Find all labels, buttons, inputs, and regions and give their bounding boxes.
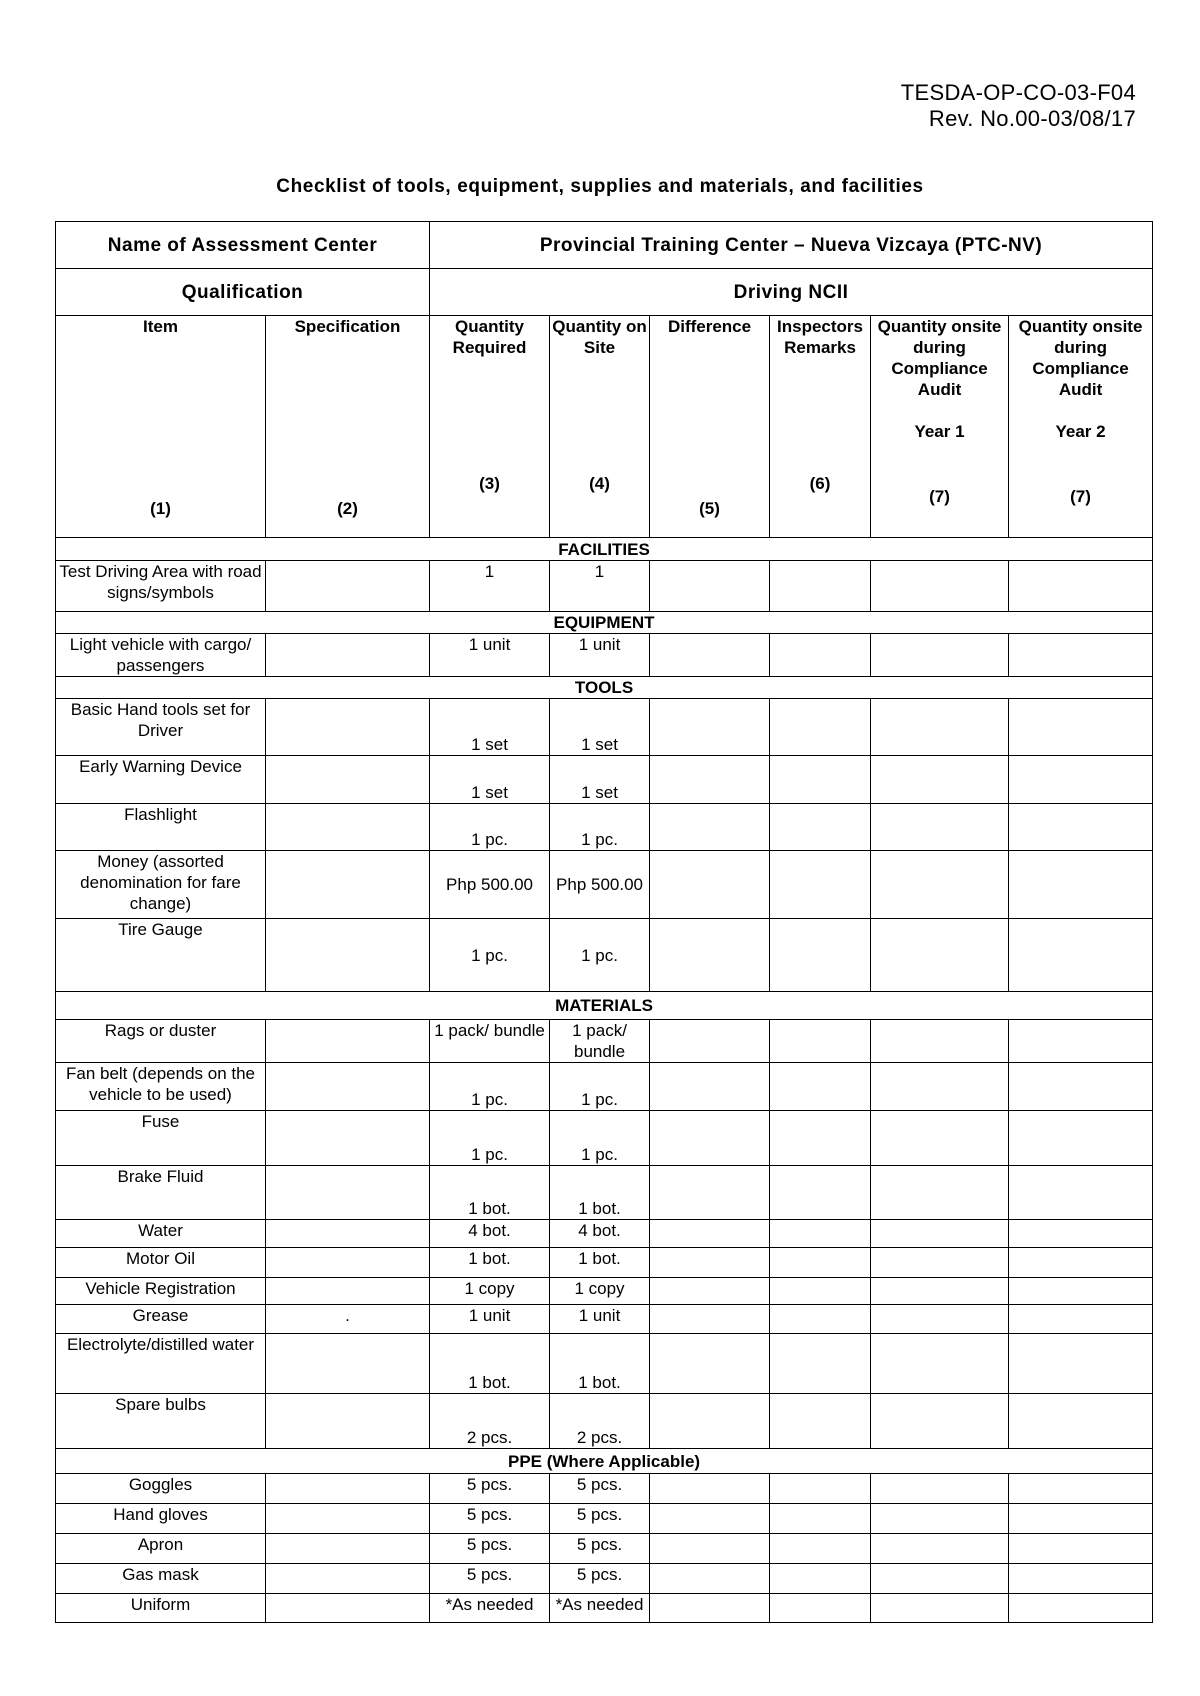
difference-cell xyxy=(650,1063,770,1111)
difference-cell xyxy=(650,1504,770,1534)
quantity-on-site-cell: 1 set xyxy=(550,756,650,804)
quantity-on-site-cell: *As needed xyxy=(550,1594,650,1623)
year2-cell xyxy=(1009,1334,1153,1394)
specification-cell xyxy=(266,1248,430,1278)
table-row xyxy=(56,1394,1153,1449)
quantity-required-cell: 5 pcs. xyxy=(430,1504,550,1534)
difference-cell xyxy=(650,1594,770,1623)
quantity-on-site-cell: 1 set xyxy=(550,699,650,756)
column-header-label: Quantity Required xyxy=(452,317,527,357)
item-cell: Goggles xyxy=(56,1474,266,1504)
table-row xyxy=(56,804,1153,851)
document-title: Checklist of tools, equipment, supplies and materials, and facilities xyxy=(276,176,924,197)
specification-cell xyxy=(266,699,430,756)
quantity-on-site-cell: 1 pc. xyxy=(550,804,650,851)
quantity-on-site-cell: 1 pc. xyxy=(550,1063,650,1111)
column-number: (4) xyxy=(589,474,610,493)
inspectors-remarks-cell xyxy=(770,1504,871,1534)
year2-cell xyxy=(1009,1534,1153,1564)
quantity-on-site-cell: 1 unit xyxy=(550,1305,650,1334)
difference-cell xyxy=(650,634,770,677)
difference-cell xyxy=(650,1220,770,1248)
specification-cell xyxy=(266,1334,430,1394)
table-row xyxy=(56,1594,1153,1623)
quantity-on-site-cell: 4 bot. xyxy=(550,1220,650,1248)
year1-cell xyxy=(871,1394,1009,1449)
specification-cell xyxy=(266,1394,430,1449)
year1-cell xyxy=(871,1166,1009,1220)
inspectors-remarks-cell xyxy=(770,1220,871,1248)
difference-cell xyxy=(650,1166,770,1220)
quantity-required-cell: 1 unit xyxy=(430,634,550,677)
quantity-on-site-cell: 1 unit xyxy=(550,634,650,677)
item-cell: Apron xyxy=(56,1534,266,1564)
quantity-on-site-cell: 5 pcs. xyxy=(550,1534,650,1564)
specification-cell xyxy=(266,1020,430,1063)
inspectors-remarks-cell xyxy=(770,561,871,612)
specification-cell xyxy=(266,1564,430,1594)
specification-cell xyxy=(266,634,430,677)
column-header xyxy=(550,316,650,538)
column-header xyxy=(430,316,550,538)
column-header xyxy=(871,316,1009,538)
quantity-required-cell: 4 bot. xyxy=(430,1220,550,1248)
specification-cell xyxy=(266,919,430,992)
table-row xyxy=(56,1111,1153,1166)
quantity-required-cell: 1 bot. xyxy=(430,1166,550,1220)
specification-cell xyxy=(266,1474,430,1504)
section-row-materials xyxy=(56,992,1153,1020)
column-header-label: Item xyxy=(143,317,178,336)
quantity-on-site-cell: 1 copy xyxy=(550,1278,650,1305)
column-header xyxy=(266,316,430,538)
quantity-on-site-cell: Php 500.00 xyxy=(550,851,650,919)
column-number: (3) xyxy=(479,474,500,493)
year2-cell xyxy=(1009,1504,1153,1534)
item-cell: Vehicle Registration xyxy=(56,1278,266,1305)
difference-cell xyxy=(650,1534,770,1564)
year2-cell xyxy=(1009,1063,1153,1111)
quantity-required-cell: 1 pack/ bundle xyxy=(430,1020,550,1063)
column-header-year: Year 1 xyxy=(914,422,965,441)
table-row xyxy=(56,1334,1153,1394)
section-row-tools xyxy=(56,677,1153,699)
section-title: TOOLS xyxy=(56,677,1153,699)
inspectors-remarks-cell xyxy=(770,699,871,756)
specification-cell xyxy=(266,1063,430,1111)
form-code: TESDA-OP-CO-03-F04 xyxy=(900,80,1136,105)
center-label: Name of Assessment Center xyxy=(56,222,430,269)
year1-cell xyxy=(871,561,1009,612)
column-header xyxy=(770,316,871,538)
quantity-required-cell: 1 unit xyxy=(430,1305,550,1334)
item-cell: Grease xyxy=(56,1305,266,1334)
year1-cell xyxy=(871,1534,1009,1564)
inspectors-remarks-cell xyxy=(770,1474,871,1504)
item-cell: Basic Hand tools set for Driver xyxy=(56,699,266,756)
column-number: (7) xyxy=(1070,487,1091,506)
year2-cell xyxy=(1009,561,1153,612)
section-row-equipment xyxy=(56,612,1153,634)
specification-cell xyxy=(266,1278,430,1305)
item-cell: Test Driving Area with road signs/symbols xyxy=(56,561,266,612)
column-number: (2) xyxy=(337,499,358,518)
column-header-year: Year 2 xyxy=(1055,422,1106,441)
year1-cell xyxy=(871,1504,1009,1534)
table-row xyxy=(56,1020,1153,1063)
column-header-label: Quantity on Site xyxy=(552,317,647,357)
table-row xyxy=(56,699,1153,756)
year1-cell xyxy=(871,1111,1009,1166)
specification-cell xyxy=(266,1534,430,1564)
quantity-on-site-cell: 1 pc. xyxy=(550,919,650,992)
difference-cell xyxy=(650,851,770,919)
year2-cell xyxy=(1009,804,1153,851)
column-header xyxy=(56,316,266,538)
difference-cell xyxy=(650,1305,770,1334)
year2-cell xyxy=(1009,1278,1153,1305)
section-row-ppe xyxy=(56,1449,1153,1474)
quantity-required-cell: Php 500.00 xyxy=(430,851,550,919)
specification-cell xyxy=(266,756,430,804)
section-title: FACILITIES xyxy=(56,538,1153,561)
quantity-required-cell: 5 pcs. xyxy=(430,1564,550,1594)
table-row xyxy=(56,561,1153,612)
item-cell: Fan belt (depends on the vehicle to be used) xyxy=(56,1063,266,1111)
inspectors-remarks-cell xyxy=(770,1534,871,1564)
column-number: (7) xyxy=(929,487,950,506)
table-row xyxy=(56,919,1153,992)
table-row xyxy=(56,1166,1153,1220)
table-row xyxy=(56,1278,1153,1305)
item-cell: Electrolyte/distilled water xyxy=(56,1334,266,1394)
inspectors-remarks-cell xyxy=(770,1248,871,1278)
quantity-required-cell: 1 xyxy=(430,561,550,612)
year1-cell xyxy=(871,1564,1009,1594)
table-row xyxy=(56,634,1153,677)
difference-cell xyxy=(650,804,770,851)
quantity-on-site-cell: 5 pcs. xyxy=(550,1504,650,1534)
center-row xyxy=(56,222,1153,269)
difference-cell xyxy=(650,1278,770,1305)
difference-cell xyxy=(650,699,770,756)
table-row xyxy=(56,756,1153,804)
item-cell: Gas mask xyxy=(56,1564,266,1594)
section-title: MATERIALS xyxy=(56,992,1153,1020)
quantity-on-site-cell: 1 pack/ bundle xyxy=(550,1020,650,1063)
year1-cell xyxy=(871,1020,1009,1063)
year1-cell xyxy=(871,1248,1009,1278)
difference-cell xyxy=(650,561,770,612)
inspectors-remarks-cell xyxy=(770,1020,871,1063)
inspectors-remarks-cell xyxy=(770,919,871,992)
difference-cell xyxy=(650,1564,770,1594)
section-title: EQUIPMENT xyxy=(56,612,1153,634)
year1-cell xyxy=(871,804,1009,851)
column-number: (5) xyxy=(699,499,720,518)
table-row xyxy=(56,1504,1153,1534)
column-header xyxy=(650,316,770,538)
item-cell: Money (assorted denomination for fare change) xyxy=(56,851,266,919)
year2-cell xyxy=(1009,1594,1153,1623)
difference-cell xyxy=(650,1394,770,1449)
inspectors-remarks-cell xyxy=(770,1394,871,1449)
quantity-required-cell: *As needed xyxy=(430,1594,550,1623)
table-row xyxy=(56,1063,1153,1111)
item-cell: Hand gloves xyxy=(56,1504,266,1534)
quantity-required-cell: 1 pc. xyxy=(430,1111,550,1166)
table-row xyxy=(56,1474,1153,1504)
item-cell: Fuse xyxy=(56,1111,266,1166)
quantity-required-cell: 1 copy xyxy=(430,1278,550,1305)
year1-cell xyxy=(871,1334,1009,1394)
item-cell: Water xyxy=(56,1220,266,1248)
qualification-row xyxy=(56,269,1153,316)
inspectors-remarks-cell xyxy=(770,804,871,851)
center-value: Provincial Training Center – Nueva Vizcaya (PTC-NV) xyxy=(430,222,1153,269)
qualification-value: Driving NCII xyxy=(430,269,1153,316)
year2-cell xyxy=(1009,699,1153,756)
table-row xyxy=(56,1220,1153,1248)
table-row xyxy=(56,1534,1153,1564)
year1-cell xyxy=(871,1063,1009,1111)
inspectors-remarks-cell xyxy=(770,756,871,804)
table-row xyxy=(56,1564,1153,1594)
inspectors-remarks-cell xyxy=(770,1278,871,1305)
difference-cell xyxy=(650,756,770,804)
year1-cell xyxy=(871,1278,1009,1305)
inspectors-remarks-cell xyxy=(770,1305,871,1334)
quantity-required-cell: 1 pc. xyxy=(430,919,550,992)
year2-cell xyxy=(1009,634,1153,677)
difference-cell xyxy=(650,1248,770,1278)
year2-cell xyxy=(1009,1564,1153,1594)
section-title: PPE (Where Applicable) xyxy=(56,1449,1153,1474)
specification-cell xyxy=(266,851,430,919)
quantity-required-cell: 1 set xyxy=(430,699,550,756)
item-cell: Light vehicle with cargo/ passengers xyxy=(56,634,266,677)
year1-cell xyxy=(871,1305,1009,1334)
difference-cell xyxy=(650,1334,770,1394)
column-header-label: Difference xyxy=(667,317,752,336)
inspectors-remarks-cell xyxy=(770,634,871,677)
inspectors-remarks-cell xyxy=(770,1564,871,1594)
column-header-label: Inspectors Remarks xyxy=(777,317,863,357)
specification-cell xyxy=(266,1504,430,1534)
year2-cell xyxy=(1009,1166,1153,1220)
difference-cell xyxy=(650,1020,770,1063)
year2-cell xyxy=(1009,1474,1153,1504)
quantity-on-site-cell: 1 bot. xyxy=(550,1166,650,1220)
table-row xyxy=(56,1305,1153,1334)
item-cell: Rags or duster xyxy=(56,1020,266,1063)
year2-cell xyxy=(1009,1111,1153,1166)
specification-cell xyxy=(266,1594,430,1623)
year2-cell xyxy=(1009,919,1153,992)
specification-cell xyxy=(266,1111,430,1166)
inspectors-remarks-cell xyxy=(770,1334,871,1394)
column-header-label: Quantity onsite during Compliance Audit xyxy=(877,317,1002,399)
form-header xyxy=(901,80,1136,132)
year2-cell xyxy=(1009,1305,1153,1334)
item-cell: Early Warning Device xyxy=(56,756,266,804)
item-cell: Spare bulbs xyxy=(56,1394,266,1449)
specification-cell: . xyxy=(266,1305,430,1334)
column-header-row xyxy=(56,316,1153,538)
quantity-on-site-cell: 1 bot. xyxy=(550,1334,650,1394)
item-cell: Flashlight xyxy=(56,804,266,851)
year1-cell xyxy=(871,634,1009,677)
year1-cell xyxy=(871,851,1009,919)
quantity-on-site-cell: 1 pc. xyxy=(550,1111,650,1166)
specification-cell xyxy=(266,561,430,612)
quantity-required-cell: 1 pc. xyxy=(430,1063,550,1111)
year1-cell xyxy=(871,919,1009,992)
column-header-label: Quantity onsite during Compliance Audit xyxy=(1018,317,1143,399)
year1-cell xyxy=(871,1474,1009,1504)
quantity-required-cell: 5 pcs. xyxy=(430,1534,550,1564)
year2-cell xyxy=(1009,1020,1153,1063)
specification-cell xyxy=(266,804,430,851)
item-cell: Uniform xyxy=(56,1594,266,1623)
revision-number: Rev. No.00-03/08/17 xyxy=(928,106,1136,131)
column-number: (1) xyxy=(150,499,171,518)
year1-cell xyxy=(871,1220,1009,1248)
quantity-on-site-cell: 1 bot. xyxy=(550,1248,650,1278)
inspectors-remarks-cell xyxy=(770,1063,871,1111)
item-cell: Motor Oil xyxy=(56,1248,266,1278)
difference-cell xyxy=(650,1474,770,1504)
checklist-table xyxy=(55,221,1153,1623)
specification-cell xyxy=(266,1166,430,1220)
inspectors-remarks-cell xyxy=(770,1166,871,1220)
table-row xyxy=(56,851,1153,919)
quantity-required-cell: 1 bot. xyxy=(430,1334,550,1394)
quantity-required-cell: 1 pc. xyxy=(430,804,550,851)
quantity-on-site-cell: 5 pcs. xyxy=(550,1564,650,1594)
quantity-on-site-cell: 1 xyxy=(550,561,650,612)
column-number: (6) xyxy=(809,474,831,493)
quantity-on-site-cell: 2 pcs. xyxy=(550,1394,650,1449)
year2-cell xyxy=(1009,1394,1153,1449)
year1-cell xyxy=(871,1594,1009,1623)
inspectors-remarks-cell xyxy=(770,851,871,919)
difference-cell xyxy=(650,1111,770,1166)
column-header-label: Specification xyxy=(294,317,401,336)
quantity-required-cell: 1 set xyxy=(430,756,550,804)
quantity-on-site-cell: 5 pcs. xyxy=(550,1474,650,1504)
quantity-required-cell: 2 pcs. xyxy=(430,1394,550,1449)
inspectors-remarks-cell xyxy=(770,1111,871,1166)
year1-cell xyxy=(871,699,1009,756)
item-cell: Tire Gauge xyxy=(56,919,266,992)
year2-cell xyxy=(1009,1248,1153,1278)
table-row xyxy=(56,1248,1153,1278)
year2-cell xyxy=(1009,851,1153,919)
qualification-label: Qualification xyxy=(56,269,430,316)
column-header xyxy=(1009,316,1153,538)
difference-cell xyxy=(650,919,770,992)
year2-cell xyxy=(1009,1220,1153,1248)
inspectors-remarks-cell xyxy=(770,1594,871,1623)
quantity-required-cell: 1 bot. xyxy=(430,1248,550,1278)
item-cell: Brake Fluid xyxy=(56,1166,266,1220)
year1-cell xyxy=(871,756,1009,804)
year2-cell xyxy=(1009,756,1153,804)
quantity-required-cell: 5 pcs. xyxy=(430,1474,550,1504)
section-row-facilities xyxy=(56,538,1153,561)
specification-cell xyxy=(266,1220,430,1248)
